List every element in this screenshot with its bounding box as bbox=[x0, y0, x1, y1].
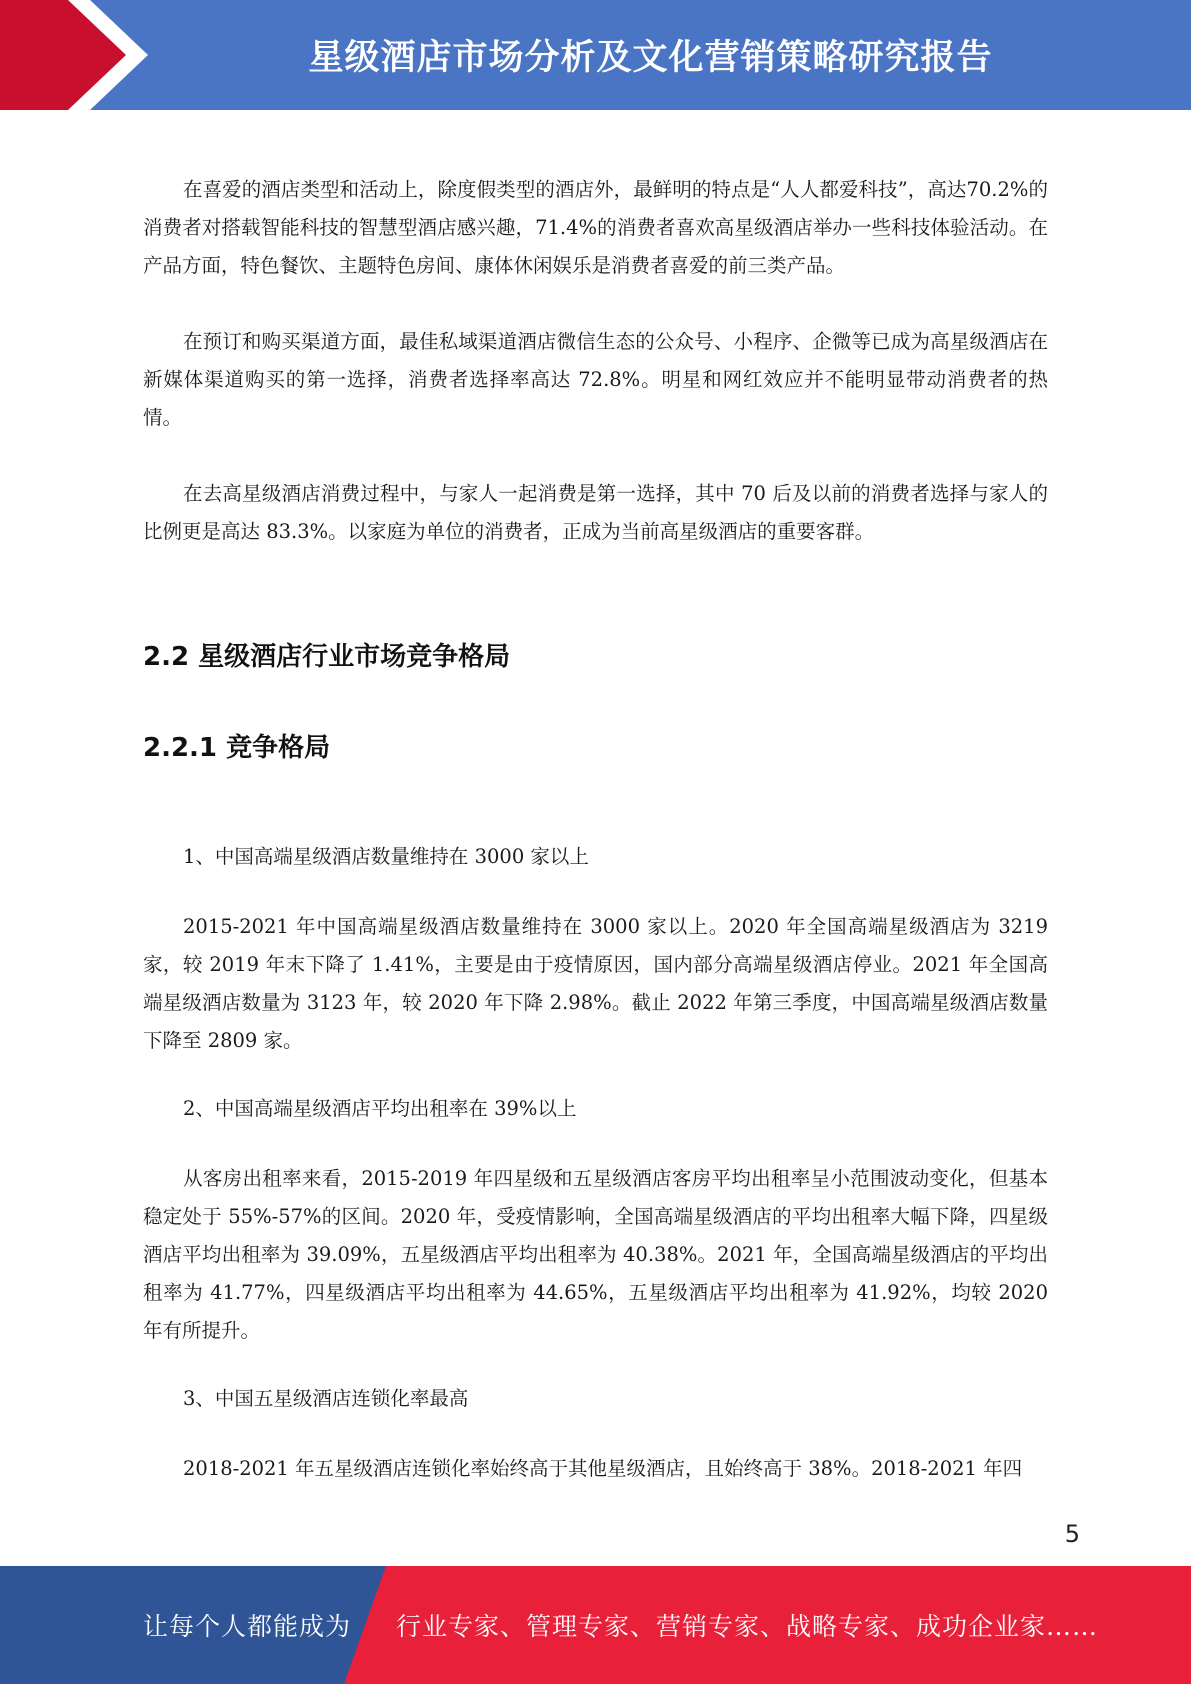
page-number: 5 bbox=[1064, 1520, 1080, 1548]
header-chevron-logo bbox=[0, 0, 160, 110]
paragraph: 在预订和购买渠道方面，最佳私域渠道酒店微信生态的公众号、小程序、企微等已成为高星级酒店在新媒体渠道购买的第一选择，消费者选择率高达 72.8%。明星和网红效应并不能明显带动消费者的热情。 bbox=[143, 330, 1048, 429]
paragraph: 在喜爱的酒店类型和活动上，除度假类型的酒店外，最鲜明的特点是“人人都爱科技”，高达70.2%的消费者对搭载智能科技的智慧型酒店感兴趣，71.4%的消费者喜欢高星级酒店举办一些科技体验活动。在产品方面，特色餐饮、主题特色房间、康体休闲娱乐是消费者喜爱的前三类产品。 bbox=[143, 178, 1048, 277]
list-item-title: 3、中国五星级酒店连锁化率最高 bbox=[183, 1387, 469, 1410]
footer-banner bbox=[0, 1566, 1191, 1684]
list-item-title: 1、中国高端星级酒店数量维持在 3000 家以上 bbox=[183, 845, 589, 868]
section-heading: 2.2 星级酒店行业市场竞争格局 bbox=[143, 642, 511, 672]
document-title: 星级酒店市场分析及文化营销策略研究报告 bbox=[308, 38, 993, 78]
list-item-title: 2、中国高端星级酒店平均出租率在 39%以上 bbox=[183, 1097, 577, 1120]
subsection-heading: 2.2.1 竞争格局 bbox=[143, 733, 331, 763]
paragraph: 从客房出租率来看，2015-2019 年四星级和五星级酒店客房平均出租率呈小范围波动变化，但基本稳定处于 55%-57%的区间。2020 年，受疫情影响，全国高端星级酒店的平均出租率大幅下降，四星级酒店平均出租率为 39.09%，五星级酒店平均出租率为 40.38%。2021 年，全国高端星级酒店的平均出租率为 41.77%，四星级酒店平均出租率为 44.65%，五星级酒店平均出租率为 41.92%，均较 2020 年有所提升。 bbox=[143, 1167, 1048, 1342]
header-bar bbox=[0, 0, 1191, 110]
footer-slogan-right: 行业专家、管理专家、营销专家、战略专家、成功企业家…… bbox=[396, 1612, 1099, 1641]
paragraph: 2018-2021 年五星级酒店连锁化率始终高于其他星级酒店，且始终高于 38%。2018-2021 年四 bbox=[183, 1457, 1023, 1480]
footer-slogan-left: 让每个人都能成为 bbox=[143, 1612, 352, 1641]
paragraph: 在去高星级酒店消费过程中，与家人一起消费是第一选择，其中 70 后及以前的消费者选择与家人的比例更是高达 83.3%。以家庭为单位的消费者，正成为当前高星级酒店的重要客群。 bbox=[143, 482, 1048, 543]
paragraph: 2015-2021 年中国高端星级酒店数量维持在 3000 家以上。2020 年全国高端星级酒店为 3219 家，较 2019 年末下降了 1.41%，主要是由于疫情原因，国内部分高端星级酒店停业。2021 年全国高端星级酒店数量为 3123 年，较 2020 年下降 2.98%。截止 2022 年第三季度，中国高端星级酒店数量下降至 2809 家。 bbox=[143, 915, 1048, 1052]
